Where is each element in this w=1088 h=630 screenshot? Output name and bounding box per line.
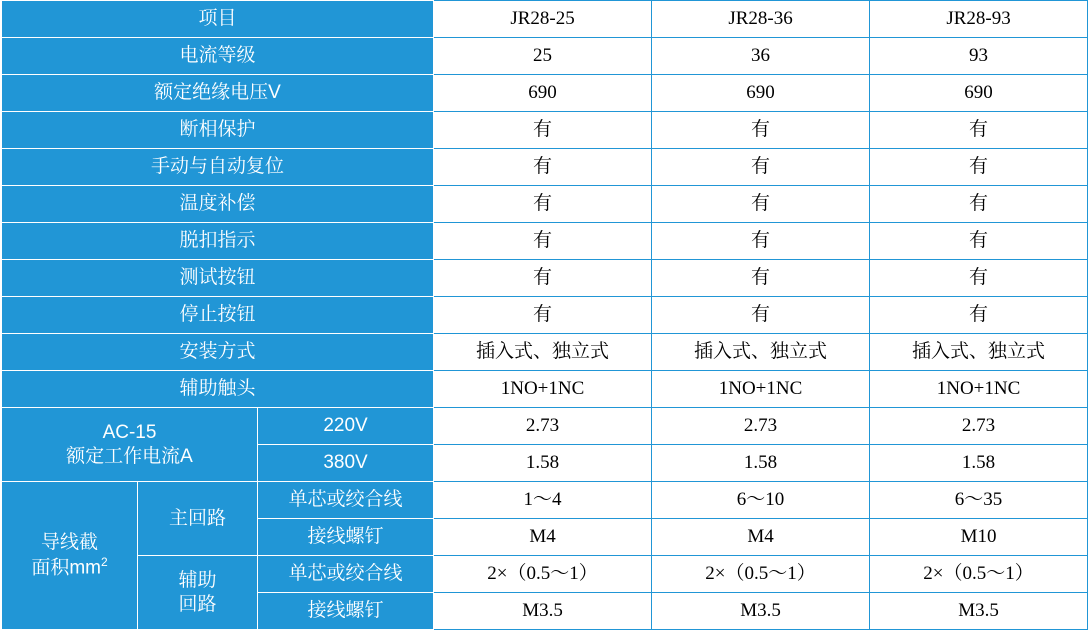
row-label: 安装方式 xyxy=(2,334,434,371)
row-value: 插入式、独立式 xyxy=(652,334,870,371)
row-value: M3.5 xyxy=(434,593,652,630)
row-value: 有 xyxy=(652,297,870,334)
row-value: 有 xyxy=(434,186,652,223)
row-value: 有 xyxy=(870,260,1088,297)
row-value: 2.73 xyxy=(870,408,1088,445)
specification-table xyxy=(1,0,1088,630)
row-label: 脱扣指示 xyxy=(2,223,434,260)
row-value: 1.58 xyxy=(652,445,870,482)
row-value: 2×（0.5～1） xyxy=(434,556,652,593)
row-label: 测试按钮 xyxy=(2,260,434,297)
row-value: 690 xyxy=(870,75,1088,112)
wire-sub-label: 接线螺钉 xyxy=(258,519,434,556)
row-value: 有 xyxy=(652,149,870,186)
row-value: 25 xyxy=(434,38,652,75)
row-value: 6～35 xyxy=(870,482,1088,519)
table-row-ac15-220v xyxy=(2,408,1088,445)
row-value: 插入式、独立式 xyxy=(434,334,652,371)
row-value: 有 xyxy=(652,112,870,149)
row-value: 1NO+1NC xyxy=(434,371,652,408)
row-value: M10 xyxy=(870,519,1088,556)
row-value: 插入式、独立式 xyxy=(870,334,1088,371)
wire-label-line2: 面积$mm^2$ xyxy=(31,554,108,579)
row-value: M3.5 xyxy=(652,593,870,630)
row-value: 有 xyxy=(870,186,1088,223)
ac15-group-label xyxy=(2,408,258,482)
table-row xyxy=(2,371,1088,408)
table-row xyxy=(2,112,1088,149)
table-row xyxy=(2,223,1088,260)
wire-sub-label: 单芯或绞合线 xyxy=(258,482,434,519)
wire-label-superscript: 2 xyxy=(100,554,108,569)
row-value: 有 xyxy=(652,223,870,260)
row-value: 690 xyxy=(652,75,870,112)
table-row xyxy=(2,75,1088,112)
main-circuit-label: 主回路 xyxy=(138,482,258,556)
row-label: 断相保护 xyxy=(2,112,434,149)
row-value: 36 xyxy=(652,38,870,75)
row-label: 额定绝缘电压V xyxy=(2,75,434,112)
row-value: 2.73 xyxy=(434,408,652,445)
row-value: 1NO+1NC xyxy=(652,371,870,408)
header-item-label: 项目 xyxy=(2,1,434,38)
row-value: 1NO+1NC xyxy=(870,371,1088,408)
row-value: 有 xyxy=(434,223,652,260)
row-value: 6～10 xyxy=(652,482,870,519)
row-value: 93 xyxy=(870,38,1088,75)
row-value: M3.5 xyxy=(870,593,1088,630)
row-value: 有 xyxy=(870,149,1088,186)
row-value: 有 xyxy=(870,297,1088,334)
row-value: 有 xyxy=(434,260,652,297)
ac15-label-line2: 额定工作电流A xyxy=(66,445,193,467)
row-value: 1.58 xyxy=(434,445,652,482)
row-value: 690 xyxy=(434,75,652,112)
row-value: 2×（0.5～1） xyxy=(652,556,870,593)
ac15-label-line1: AC-15 xyxy=(102,421,157,443)
row-value: 有 xyxy=(434,149,652,186)
row-label: 温度补偿 xyxy=(2,186,434,223)
table-row xyxy=(2,186,1088,223)
table-row-aux-circuit-wire xyxy=(2,556,1088,593)
wire-sub-label: 单芯或绞合线 xyxy=(258,556,434,593)
row-value: M4 xyxy=(434,519,652,556)
header-model-1: JR28-25 xyxy=(434,1,652,38)
row-value: 1～4 xyxy=(434,482,652,519)
table-row xyxy=(2,260,1088,297)
table-row xyxy=(2,297,1088,334)
table-row xyxy=(2,38,1088,75)
row-value: 2×（0.5～1） xyxy=(870,556,1088,593)
header-model-2: JR28-36 xyxy=(652,1,870,38)
ac15-sub-label: 220V xyxy=(258,408,434,445)
ac15-sub-label: 380V xyxy=(258,445,434,482)
row-label: 辅助触头 xyxy=(2,371,434,408)
table-row-main-circuit-wire xyxy=(2,482,1088,519)
row-value: M4 xyxy=(652,519,870,556)
row-value: 有 xyxy=(870,112,1088,149)
row-value: 有 xyxy=(652,186,870,223)
table-row xyxy=(2,149,1088,186)
row-value: 有 xyxy=(434,112,652,149)
row-value: 有 xyxy=(870,223,1088,260)
row-value: 1.58 xyxy=(870,445,1088,482)
row-label: 电流等级 xyxy=(2,38,434,75)
row-label: 手动与自动复位 xyxy=(2,149,434,186)
row-label: 停止按钮 xyxy=(2,297,434,334)
wire-label-line1: 导线截 xyxy=(40,532,98,554)
table-header-row xyxy=(2,1,1088,38)
row-value: 2.73 xyxy=(652,408,870,445)
row-value: 有 xyxy=(652,260,870,297)
table-row xyxy=(2,334,1088,371)
aux-circuit-label-line2: 回路 xyxy=(178,593,217,615)
row-value: 有 xyxy=(434,297,652,334)
wire-group-label xyxy=(2,482,138,630)
aux-circuit-label xyxy=(138,556,258,630)
aux-circuit-label-line1: 辅助 xyxy=(178,569,217,591)
wire-sub-label: 接线螺钉 xyxy=(258,593,434,630)
header-model-3: JR28-93 xyxy=(870,1,1088,38)
